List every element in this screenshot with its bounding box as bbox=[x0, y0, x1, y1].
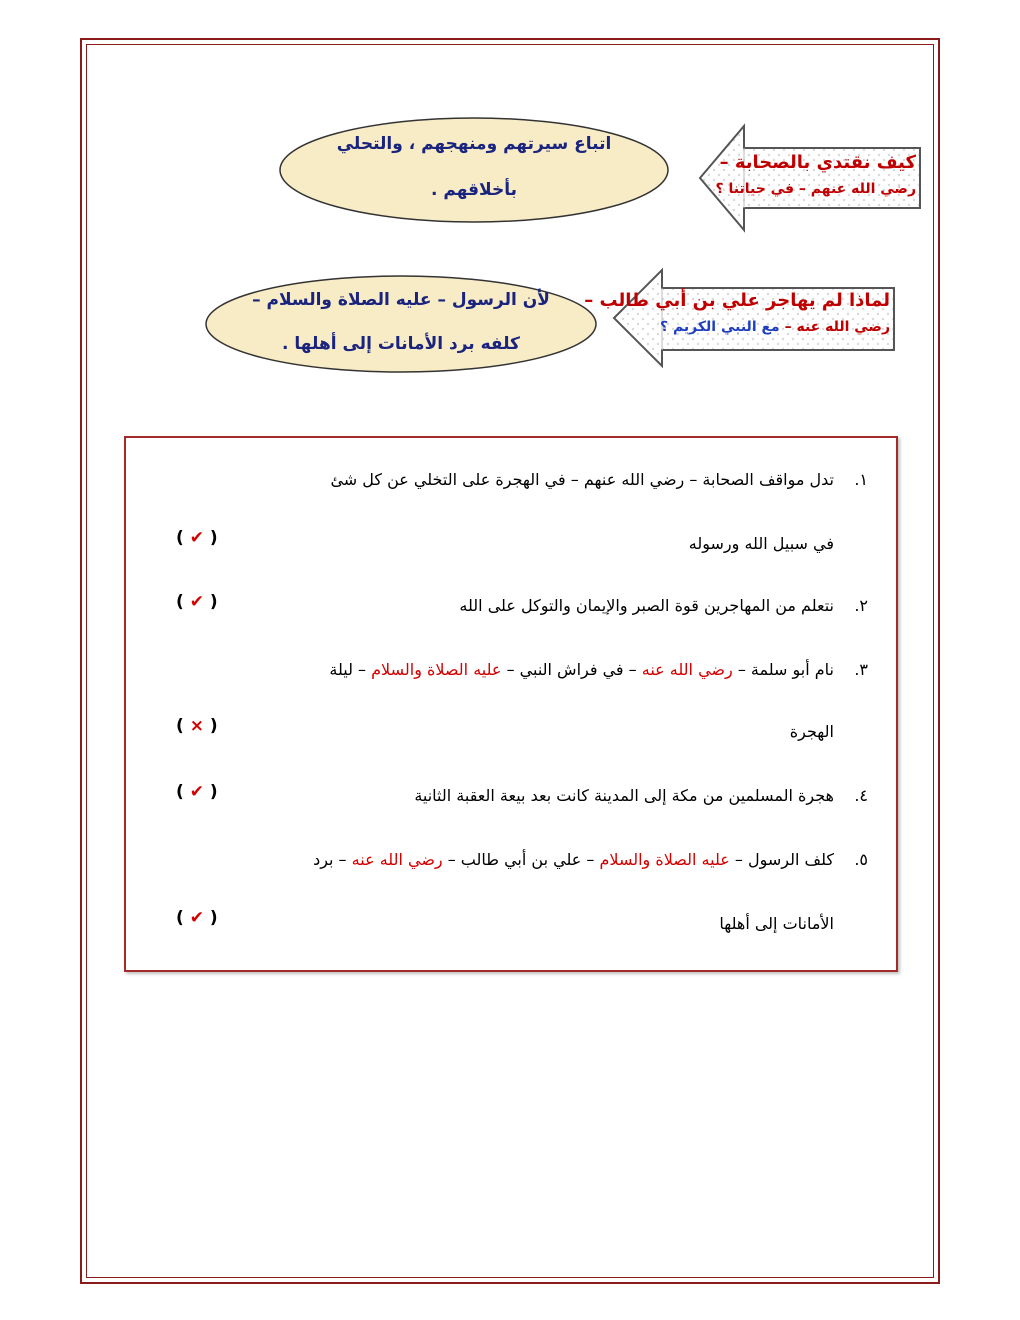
question-2-line2-blue: مع النبي الكريم ؟ bbox=[659, 319, 780, 335]
statement-3-line1: ٣.نام أبو سلمة – رضي الله عنه – في فراش النبي – عليه الصلاة والسلام – ليلة bbox=[329, 660, 868, 679]
statement-4-number: ٤. bbox=[854, 786, 868, 805]
statement-5-red-2: رضي الله عنه bbox=[351, 850, 443, 869]
statement-2-number: ٢. bbox=[854, 596, 868, 615]
true-false-box bbox=[124, 436, 898, 972]
statement-2-line1 bbox=[459, 596, 868, 615]
check-icon: ✔ bbox=[189, 592, 204, 612]
answer-1-line2: بأخلاقهم . bbox=[431, 180, 517, 200]
check-icon: ✔ bbox=[189, 908, 204, 928]
statement-1-text: تدل مواقف الصحابة – رضي الله عنهم – في الهجرة على التخلي عن كل شئ bbox=[330, 470, 834, 489]
statement-3-line2: الهجرة bbox=[789, 722, 834, 741]
answer-oval-2 bbox=[202, 272, 600, 376]
question-1-line1: كيف نقتدي بالصحابة – bbox=[719, 152, 916, 173]
question-arrow-1 bbox=[696, 122, 926, 234]
statement-5-number: ٥. bbox=[854, 850, 868, 869]
check-icon: ✔ bbox=[189, 528, 204, 548]
statement-2-text: نتعلم من المهاجرين قوة الصبر والإيمان والتوكل على الله bbox=[459, 596, 834, 615]
statement-1-number: ١. bbox=[854, 470, 868, 489]
cross-icon: × bbox=[189, 716, 204, 736]
statement-5-red-1: عليه الصلاة والسلام bbox=[599, 850, 730, 869]
question-2-line2-red: رضي الله عنه – bbox=[784, 319, 890, 335]
question-arrow-2 bbox=[584, 266, 900, 370]
statement-3-mark: ( × ) bbox=[176, 716, 218, 736]
statement-3-red-2: عليه الصلاة والسلام bbox=[371, 660, 502, 679]
oval-shape-1 bbox=[276, 114, 672, 226]
statement-5-mark: ( ✔ ) bbox=[176, 908, 218, 928]
statement-5-line1: ٥.كلف الرسول – عليه الصلاة والسلام – علي بن أبي طالب – رضي الله عنه – برد bbox=[313, 850, 868, 869]
question-1-line2: رضي الله عنهم – في حياتنا ؟ bbox=[715, 181, 916, 197]
question-2-line1: لماذا لم يهاجر علي بن أبي طالب – bbox=[584, 290, 890, 311]
statement-3-red-1: رضي الله عنه bbox=[641, 660, 733, 679]
statement-1-mark: ( ✔ ) bbox=[176, 528, 218, 548]
statement-5-line2: الأمانات إلى أهلها bbox=[719, 914, 834, 933]
oval-shape-2 bbox=[202, 272, 600, 376]
answer-2-line1: لأن الرسول – عليه الصلاة والسلام – bbox=[252, 290, 550, 310]
check-icon: ✔ bbox=[189, 782, 204, 802]
answer-2-line2: كلفه برد الأمانات إلى أهلها . bbox=[282, 334, 520, 354]
statement-2-mark: ( ✔ ) bbox=[176, 592, 218, 612]
statement-1-line1 bbox=[330, 470, 868, 489]
statement-3-number: ٣. bbox=[854, 660, 868, 679]
statement-4-mark: ( ✔ ) bbox=[176, 782, 218, 802]
statement-4-text: هجرة المسلمين من مكة إلى المدينة كانت بعد بيعة العقبة الثانية bbox=[414, 786, 834, 805]
statement-1-line2: في سبيل الله ورسوله bbox=[688, 534, 834, 553]
answer-1-line1: اتباع سيرتهم ومنهجهم ، والتحلي bbox=[336, 134, 612, 154]
answer-oval-1 bbox=[276, 114, 672, 226]
statement-4-line1 bbox=[414, 786, 868, 805]
